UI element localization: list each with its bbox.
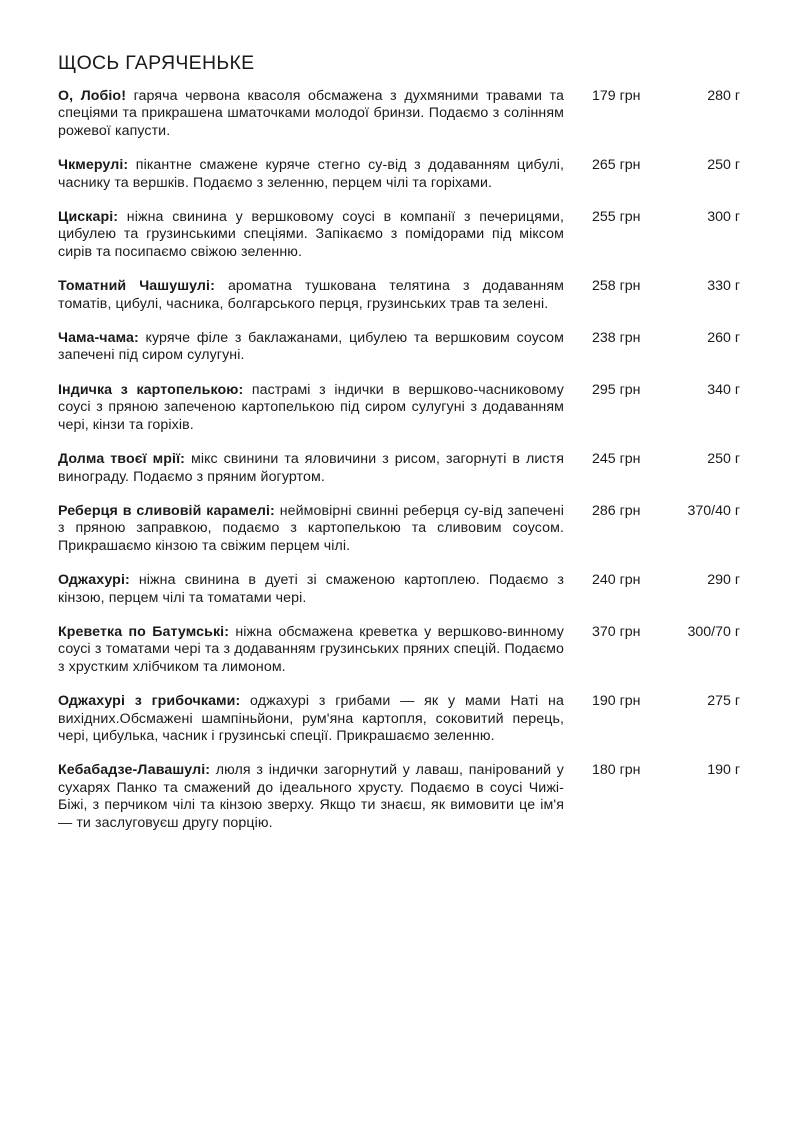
item-weight: 250 г — [707, 157, 740, 174]
item-description: гаряча червона квасоля обсмажена з духмяними травами та спеціями та прикрашена шматочками молодої бринзи. Подаємо з солінням рожевої капусти. — [58, 88, 564, 139]
menu-item — [58, 382, 748, 434]
item-description: мікс свинини та яловичини з рисом, загорнуті в листя винограду. Подаємо з пряним йогуртом. — [58, 451, 564, 485]
item-description-block — [58, 762, 564, 832]
item-name: Чама-чама: — [58, 330, 139, 347]
item-weight: 250 г — [707, 451, 740, 468]
item-description-block — [58, 624, 564, 676]
menu-item — [58, 278, 748, 313]
menu-item — [58, 330, 748, 365]
item-weight: 280 г — [707, 88, 740, 104]
item-name: Томатний Чашушулі: — [58, 278, 215, 295]
item-name: Креветка по Батумські: — [58, 623, 230, 640]
item-description-block — [58, 209, 564, 261]
menu-item — [58, 572, 748, 607]
item-description-block — [58, 693, 564, 745]
item-description: ніжна свинина у вершковому соусі в компанії з печерицями, цибулею та грузинськими спеціями. Запікаємо з помідорами під міксом сирів та посипаємо свіжою зеленню. — [58, 209, 564, 260]
menu-item — [58, 209, 748, 261]
item-name: Оджахурі з грибочками: — [58, 693, 241, 710]
item-name: Кебабадзе-Лавашулі: — [58, 762, 211, 779]
item-name: Долма твоєї мрії: — [58, 451, 186, 468]
item-price: 245 грн — [592, 451, 641, 468]
item-weight: 330 г — [707, 278, 740, 295]
item-weight: 290 г — [707, 572, 740, 589]
item-description: куряче філе з баклажанами, цибулею та вершковим соусом запечені під сиром сулугуні. — [58, 330, 564, 364]
menu-item — [58, 693, 748, 745]
item-description-block — [58, 572, 564, 607]
item-price: 240 грн — [592, 572, 641, 589]
menu-item — [58, 88, 748, 140]
item-description: неймовірні свинні реберця су-від запечені з пряною заправкою, подаємо з картопелькою та сливовим соусом. Прикрашаємо кінзою та свіжим перцем чілі. — [58, 502, 564, 554]
item-description: пастрамі з індички в вершково-часниковому соусі з пряною запеченою картопелькою під сиром сулугуні з додаванням чері, кінзи та горіхів. — [58, 381, 564, 433]
item-price: 190 грн — [592, 693, 641, 710]
menu-list — [58, 88, 748, 849]
item-weight: 300 г — [707, 209, 740, 226]
item-price: 180 грн — [592, 762, 641, 779]
item-price: 265 грн — [592, 157, 641, 174]
item-description: люля з індички загорнутий у лаваш, панірований у сухарях Панко та смажений до ідеального хрусту. Подаємо в соусі Чижі-Біжі, з перчиком чілі та кінзою зверху. Якщо ти знаєш, як вимовити це ім'я — ти заслуговуєш другу порцію. — [58, 762, 564, 831]
item-weight: 190 г — [707, 762, 740, 779]
item-name: О, Лобіо! — [58, 88, 127, 104]
item-description: ароматна тушкована телятина з додаванням томатів, цибулі, часника, болгарського перця, грузинських трав та зелені. — [58, 278, 564, 312]
item-description: ніжна обсмажена креветка у вершково-винному соусі з томатами чері та з додаванням грузинських пряних спецій. Подаємо з хрустким хлібчиком та лимоном. — [58, 623, 564, 675]
item-price: 258 грн — [592, 278, 641, 295]
item-description-block — [58, 278, 564, 313]
item-name: Цискарі: — [58, 209, 119, 226]
item-weight: 260 г — [707, 330, 740, 347]
item-weight: 275 г — [707, 693, 740, 710]
item-name: Оджахурі: — [58, 572, 130, 589]
item-price: 179 грн — [592, 88, 641, 104]
item-price: 370 грн — [592, 623, 641, 640]
item-description-block — [58, 157, 564, 192]
menu-item — [58, 451, 748, 486]
item-description-block — [58, 503, 564, 555]
item-description-block — [58, 330, 564, 365]
item-name: Реберця в сливовій карамелі: — [58, 502, 275, 519]
menu-item — [58, 762, 748, 832]
item-description-block — [58, 451, 564, 486]
item-description: ніжна свинина в дуеті зі смаженою картоплею. Подаємо з кінзою, перцем чілі та томатами чері. — [58, 572, 564, 606]
menu-item — [58, 503, 748, 555]
item-name: Індичка з картопелькою: — [58, 381, 244, 398]
item-description-block — [58, 88, 564, 140]
item-description-block — [58, 382, 564, 434]
section-title: ЩОСЬ ГАРЯЧЕНЬКЕ — [58, 52, 255, 74]
item-price: 255 грн — [592, 209, 641, 226]
item-weight: 370/40 г — [687, 502, 740, 519]
menu-item — [58, 624, 748, 676]
item-description: оджахурі з грибами — як у мами Наті на вихідних.Обсмажені шампіньйони, рум'яна картопля, соковитий перець, чері, цибулька, часник і грузинські спеції. Прикрашаємо зеленню. — [58, 693, 564, 744]
item-description: пікантне смажене куряче стегно су-від з додаванням цибулі, часнику та вершків. Подаємо з зеленню, перцем чілі та горіхами. — [58, 157, 564, 191]
menu-item — [58, 157, 748, 192]
item-price: 286 грн — [592, 502, 641, 519]
item-name: Чкмерулі: — [58, 157, 129, 174]
item-weight: 300/70 г — [687, 623, 740, 640]
item-price: 295 грн — [592, 381, 641, 398]
item-price: 238 грн — [592, 330, 641, 347]
item-weight: 340 г — [707, 381, 740, 398]
